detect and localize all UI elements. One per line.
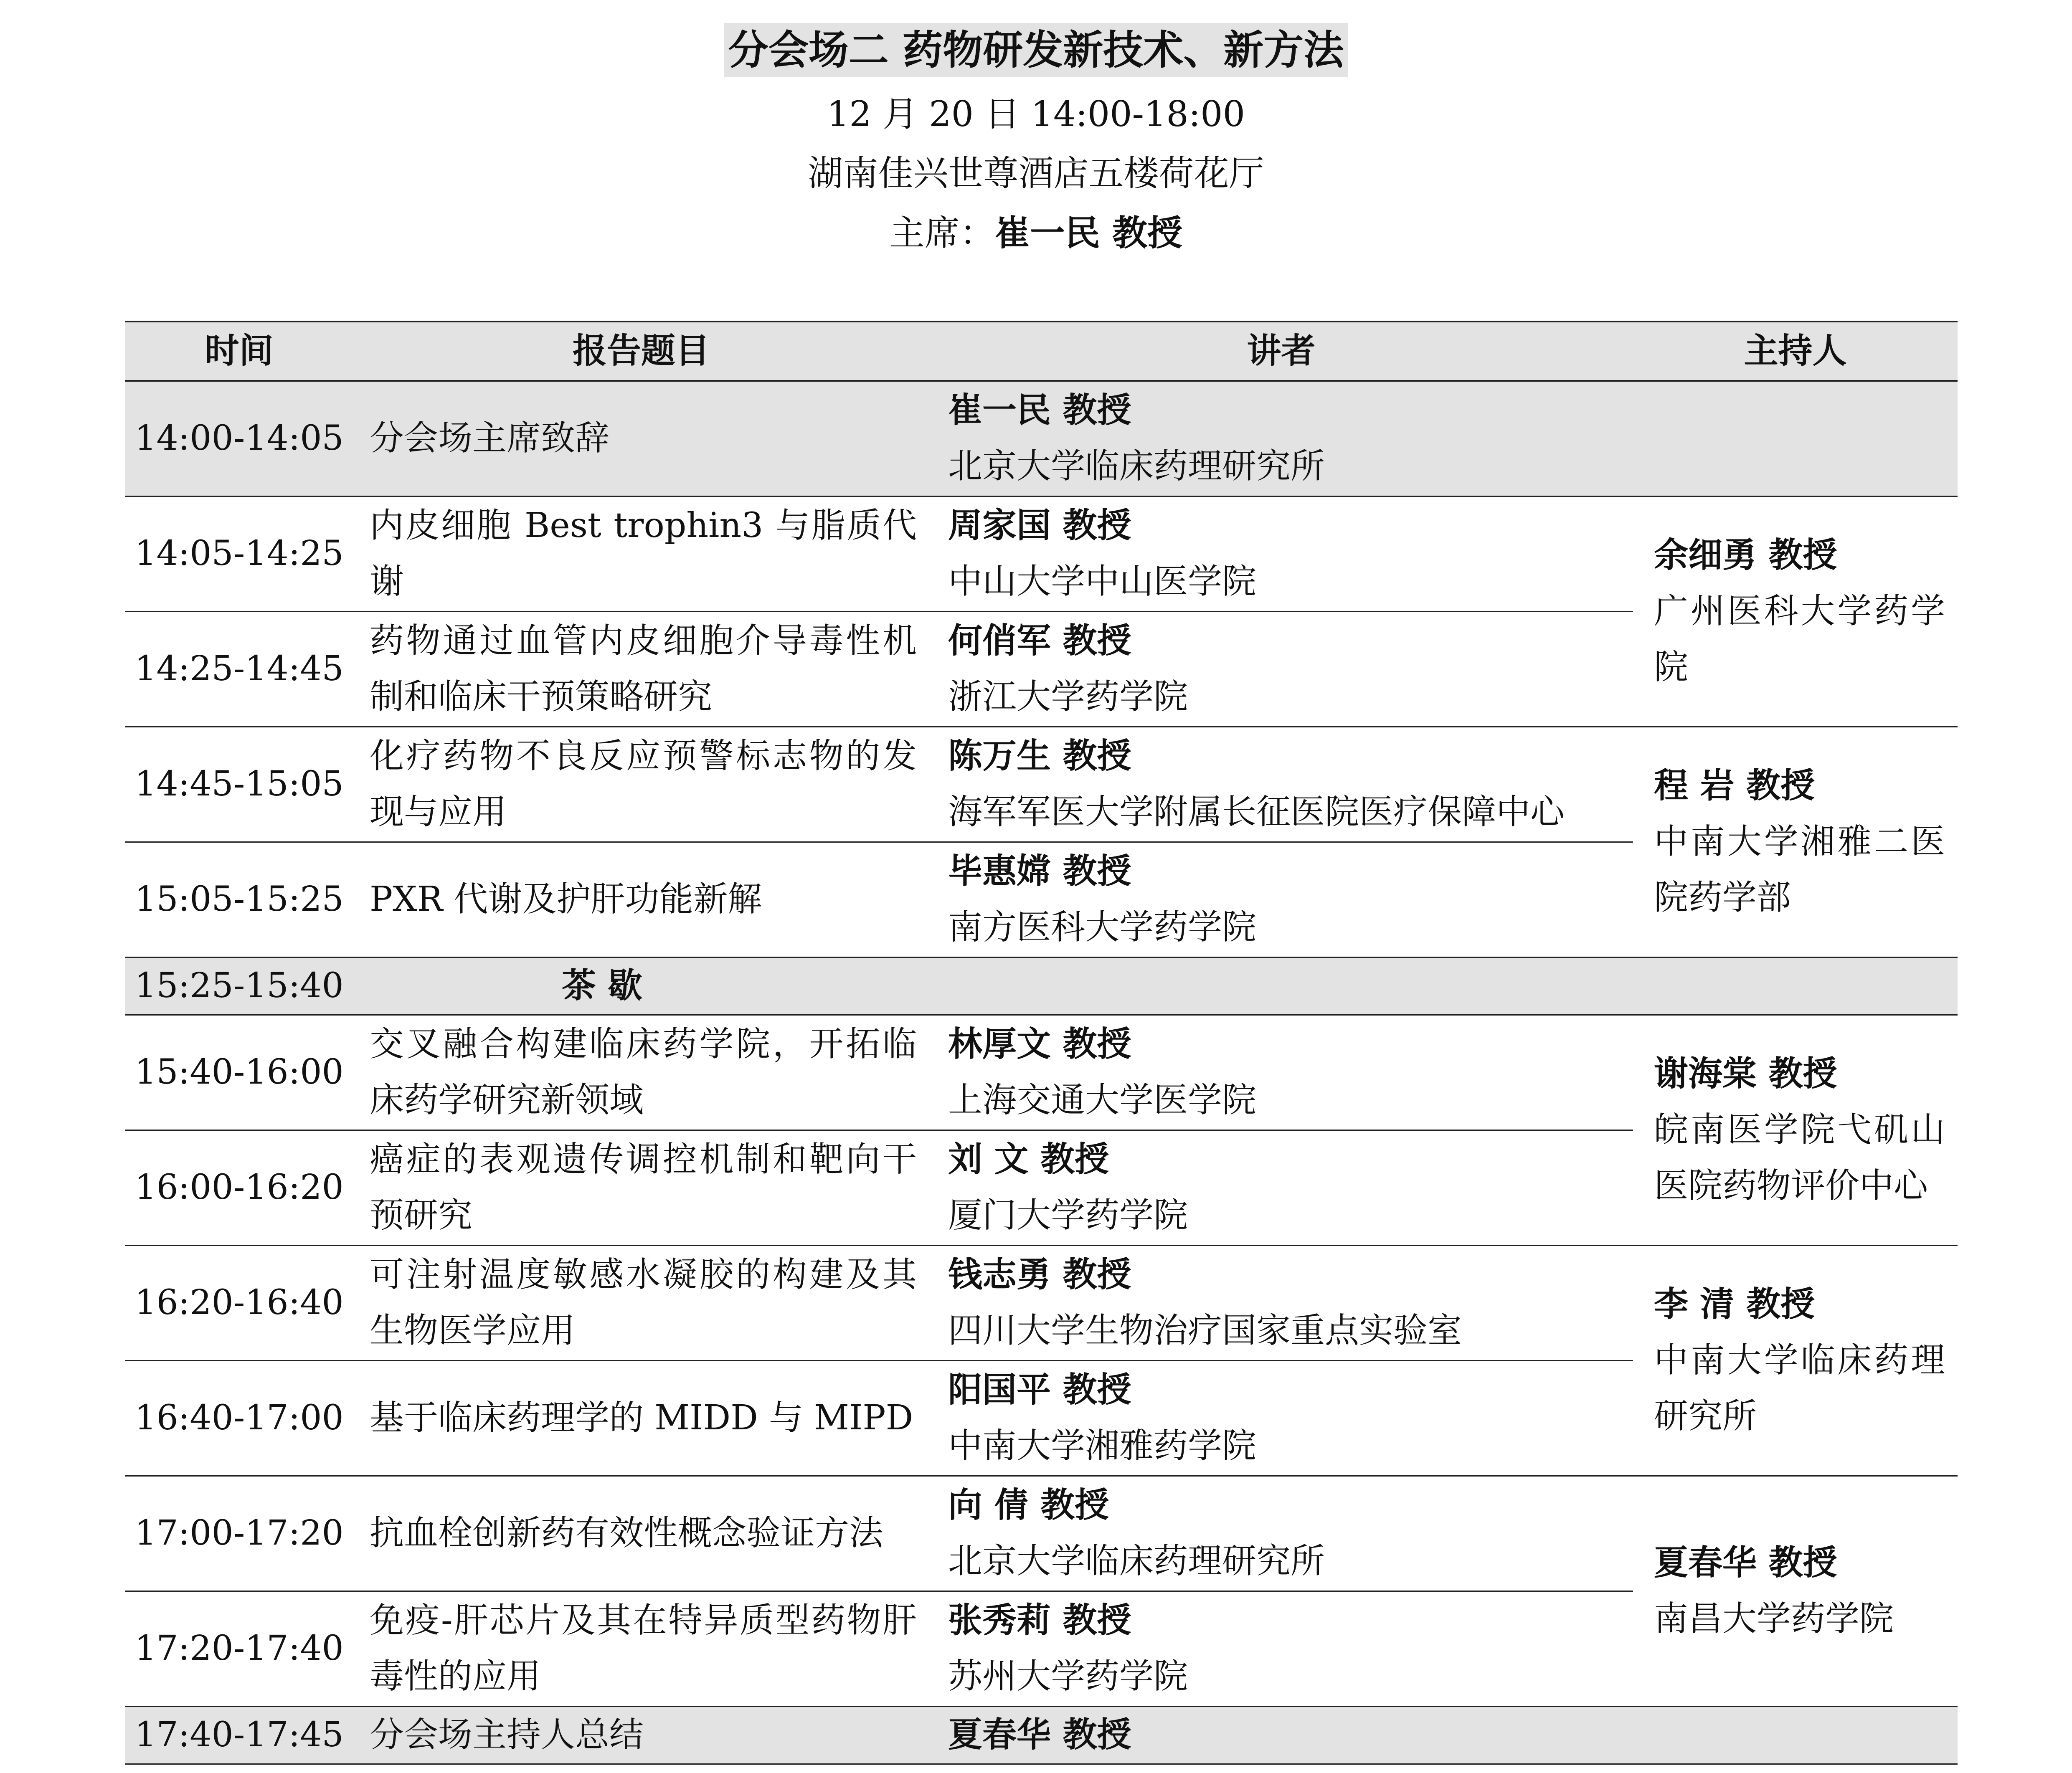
slot-host xyxy=(1633,1245,1958,1476)
slot-speaker xyxy=(929,381,1633,496)
speaker-name: 刘 文 教授 xyxy=(948,1140,1109,1179)
host-affiliation: 广州医科大学药学院 xyxy=(1654,591,1945,687)
host-name: 谢海棠 教授 xyxy=(1654,1054,1837,1094)
speaker-affiliation: 上海交通大学医学院 xyxy=(948,1080,1257,1120)
table-row xyxy=(125,1015,1958,1130)
break-row xyxy=(125,957,1958,1015)
speaker-affiliation: 中山大学中山医学院 xyxy=(948,562,1257,601)
speaker-affiliation: 四川大学生物治疗国家重点实验室 xyxy=(948,1311,1462,1350)
slot-topic: PXR 代谢及护肝功能新解 xyxy=(353,842,929,957)
slot-speaker xyxy=(929,611,1633,727)
table-row xyxy=(125,727,1958,842)
slot-time: 16:40-17:00 xyxy=(125,1360,353,1476)
host-name: 李 清 教授 xyxy=(1654,1284,1815,1324)
slot-speaker xyxy=(929,1476,1633,1591)
column-header-topic: 报告题目 xyxy=(353,322,929,381)
speaker-affiliation: 苏州大学药学院 xyxy=(948,1656,1188,1696)
slot-topic: 可注射温度敏感水凝胶的构建及其生物医学应用 xyxy=(353,1245,929,1360)
slot-host xyxy=(1633,496,1958,727)
speaker-name: 周家国 教授 xyxy=(948,506,1131,545)
speaker-name: 夏春华 教授 xyxy=(948,1715,1131,1755)
speaker-affiliation: 浙江大学药学院 xyxy=(948,677,1188,717)
slot-topic: 交叉融合构建临床药学院，开拓临床药学研究新领域 xyxy=(353,1015,929,1130)
speaker-affiliation: 北京大学临床药理研究所 xyxy=(948,446,1325,486)
slot-time: 17:00-17:20 xyxy=(125,1476,353,1591)
slot-time: 17:40-17:45 xyxy=(125,1706,353,1764)
session-venue: 湖南佳兴世尊酒店五楼荷花厅 xyxy=(808,153,1264,194)
table-row xyxy=(125,1706,1958,1764)
slot-topic: 基于临床药理学的 MIDD 与 MIPD xyxy=(353,1360,929,1476)
table-row xyxy=(125,1476,1958,1591)
slot-time: 16:00-16:20 xyxy=(125,1130,353,1245)
host-name: 程 岩 教授 xyxy=(1654,766,1815,805)
slot-topic: 化疗药物不良反应预警标志物的发现与应用 xyxy=(353,727,929,842)
slot-speaker xyxy=(929,1706,1633,1764)
chair-name: 崔一民 教授 xyxy=(994,213,1183,253)
host-affiliation: 中南大学临床药理研究所 xyxy=(1654,1340,1945,1436)
slot-time: 16:20-16:40 xyxy=(125,1245,353,1360)
session-title-block xyxy=(0,23,2072,77)
slot-topic: 内皮细胞 Best trophin3 与脂质代谢 xyxy=(353,496,929,611)
slot-speaker xyxy=(929,1360,1633,1476)
speaker-name: 向 倩 教授 xyxy=(948,1485,1109,1525)
table-row xyxy=(125,1245,1958,1360)
speaker-name: 林厚文 教授 xyxy=(948,1024,1131,1064)
host-name: 夏春华 教授 xyxy=(1654,1543,1837,1583)
slot-topic: 抗血栓创新药有效性概念验证方法 xyxy=(353,1476,929,1591)
slot-speaker xyxy=(929,1245,1633,1360)
speaker-name: 崔一民 教授 xyxy=(948,390,1131,431)
slot-time: 14:00-14:05 xyxy=(125,381,353,496)
speaker-name: 毕惠嫦 教授 xyxy=(948,851,1131,891)
slot-host-empty xyxy=(1633,1706,1958,1764)
column-header-speaker: 讲者 xyxy=(929,322,1633,381)
break-label: 茶 歇 xyxy=(353,957,1958,1015)
session-date-time: 12 月 20 日 14:00-18:00 xyxy=(827,94,1245,134)
session-title: 分会场二 药物研发新技术、新方法 xyxy=(724,23,1348,77)
speaker-name: 阳国平 教授 xyxy=(948,1370,1131,1410)
table-header-row xyxy=(125,322,1958,381)
speaker-name: 张秀莉 教授 xyxy=(948,1601,1131,1640)
break-time: 15:25-15:40 xyxy=(125,957,353,1015)
slot-topic: 免疫-肝芯片及其在特异质型药物肝毒性的应用 xyxy=(353,1591,929,1706)
slot-time: 15:05-15:25 xyxy=(125,842,353,957)
slot-host xyxy=(1633,1476,1958,1706)
slot-host-empty xyxy=(1633,381,1958,496)
slot-speaker xyxy=(929,1130,1633,1245)
speaker-affiliation: 南方医科大学药学院 xyxy=(948,907,1257,947)
slot-host xyxy=(1633,727,1958,957)
chair-label: 主席： xyxy=(889,213,995,253)
slot-time: 17:20-17:40 xyxy=(125,1591,353,1706)
slot-speaker xyxy=(929,1591,1633,1706)
slot-topic: 癌症的表观遗传调控机制和靶向干预研究 xyxy=(353,1130,929,1245)
speaker-affiliation: 海军军医大学附属长征医院医疗保障中心 xyxy=(948,792,1565,832)
slot-time: 14:45-15:05 xyxy=(125,727,353,842)
table-row xyxy=(125,496,1958,611)
schedule-table xyxy=(125,321,1958,1765)
column-header-host: 主持人 xyxy=(1633,322,1958,381)
slot-topic: 分会场主席致辞 xyxy=(353,381,929,496)
speaker-affiliation: 厦门大学药学院 xyxy=(948,1196,1188,1235)
slot-time: 15:40-16:00 xyxy=(125,1015,353,1130)
speaker-affiliation: 中南大学湘雅药学院 xyxy=(948,1426,1257,1466)
session-chair xyxy=(0,210,2072,256)
speaker-name: 钱志勇 教授 xyxy=(948,1255,1131,1294)
host-affiliation: 南昌大学药学院 xyxy=(1654,1599,1894,1639)
slot-speaker xyxy=(929,1015,1633,1130)
slot-time: 14:25-14:45 xyxy=(125,611,353,727)
host-name: 余细勇 教授 xyxy=(1654,535,1837,575)
host-affiliation: 皖南医学院弋矶山医院药物评价中心 xyxy=(1654,1110,1945,1206)
slot-host xyxy=(1633,1015,1958,1245)
slot-time: 14:05-14:25 xyxy=(125,496,353,611)
speaker-affiliation: 北京大学临床药理研究所 xyxy=(948,1541,1325,1581)
table-row xyxy=(125,381,1958,496)
host-affiliation: 中南大学湘雅二医院药学部 xyxy=(1654,822,1945,917)
slot-topic: 分会场主持人总结 xyxy=(353,1706,929,1764)
slot-speaker xyxy=(929,727,1633,842)
slot-speaker xyxy=(929,842,1633,957)
column-header-time: 时间 xyxy=(125,322,353,381)
slot-speaker xyxy=(929,496,1633,611)
speaker-name: 陈万生 教授 xyxy=(948,736,1131,776)
speaker-name: 何俏军 教授 xyxy=(948,621,1131,661)
slot-topic: 药物通过血管内皮细胞介导毒性机制和临床干预策略研究 xyxy=(353,611,929,727)
